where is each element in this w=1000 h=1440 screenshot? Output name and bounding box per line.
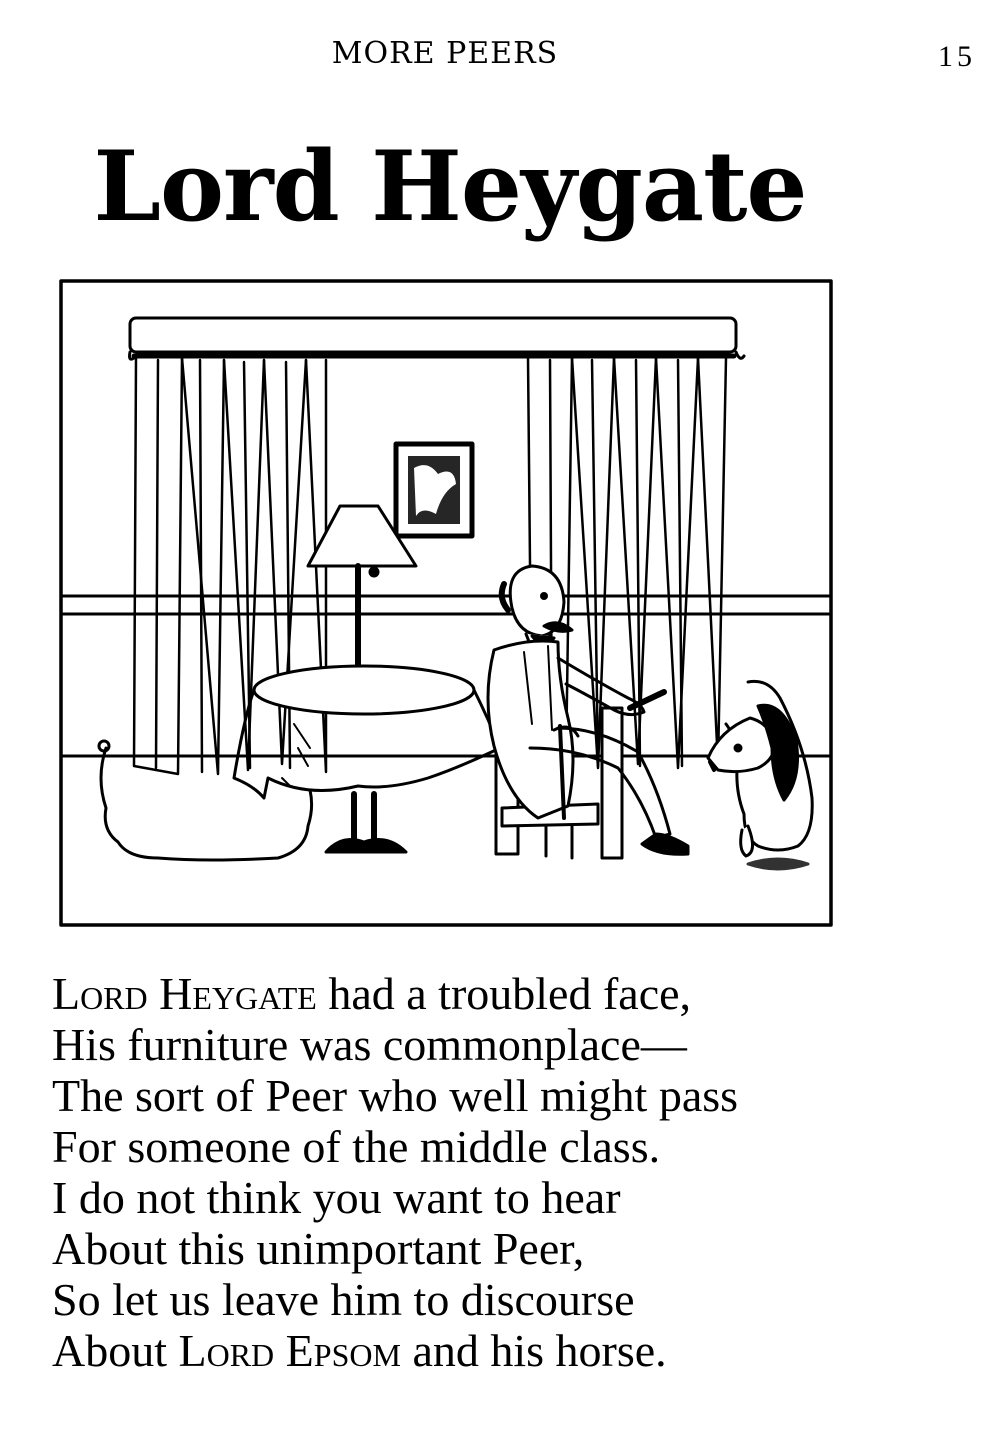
verse-line-8	[52, 1325, 972, 1376]
wall-picture	[396, 444, 472, 536]
verse-line-3: The sort of Peer who well might pass	[52, 1070, 739, 1121]
left-curtain	[134, 358, 326, 774]
illustration	[58, 278, 834, 928]
page-number: 15	[938, 40, 976, 73]
verse-line-1-rest: had a troubled face,	[316, 968, 692, 1019]
verse-line-1	[52, 968, 972, 1019]
verse-line-2: His furniture was commonplace—	[52, 1019, 687, 1070]
verse-line-5: I do not think you want to hear	[52, 1172, 621, 1223]
page-title: Lord Heygate	[93, 130, 807, 243]
verse-line-7: So let us leave him to discourse	[52, 1274, 635, 1325]
verse-line-4: For someone of the middle class.	[52, 1121, 661, 1172]
name-lord: Lord	[52, 968, 148, 1019]
verse-line-6: About this unimportant Peer,	[52, 1223, 585, 1274]
verse-line-8-pre: About	[52, 1325, 179, 1376]
poem-verse	[52, 968, 972, 1376]
name-lord-2: Lord	[178, 1325, 275, 1376]
curtain-valance	[130, 318, 745, 359]
sitting-dog	[708, 681, 812, 869]
rug	[101, 748, 312, 860]
round-table	[234, 666, 500, 852]
running-head: MORE PEERS	[331, 36, 559, 71]
verse-line-8-rest: and his horse.	[400, 1325, 667, 1376]
illustration-frame	[61, 281, 831, 925]
name-epsom: Epsom	[285, 1325, 401, 1376]
name-heygate: Heygate	[159, 968, 317, 1019]
